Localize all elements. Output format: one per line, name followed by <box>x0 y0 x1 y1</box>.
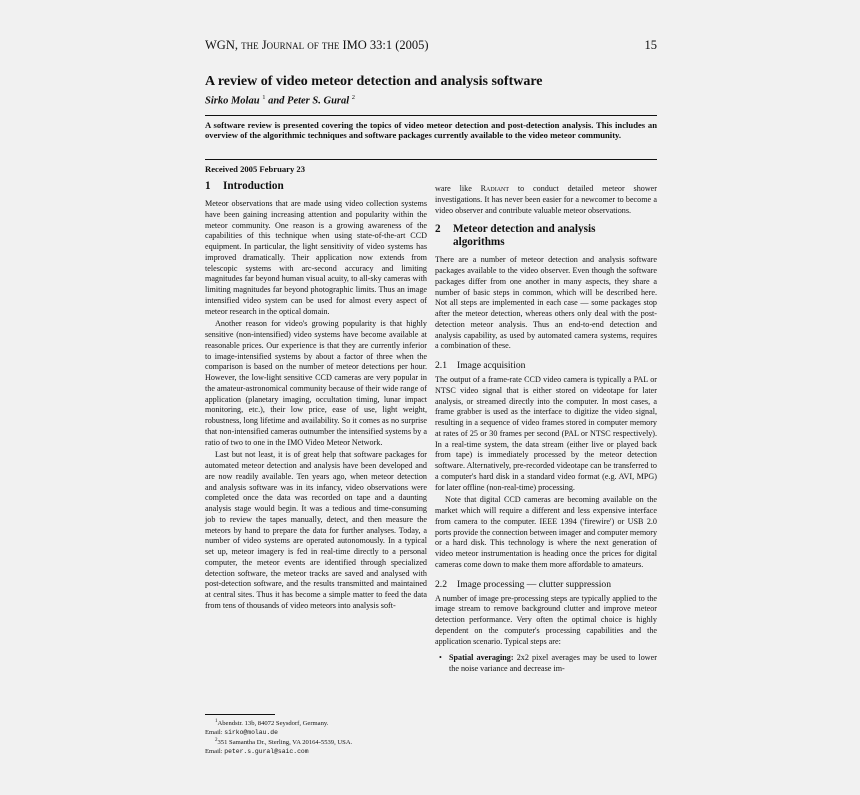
paper-title: A review of video meteor detection and analysis software <box>205 74 543 89</box>
footnotes <box>205 718 427 757</box>
abstract: A software review is presented covering the topics of video meteor detection and post-detection analysis. This includes an overview of the algorithmic techniques and software packages currently available to the video meteor community. <box>205 120 657 141</box>
intro-continuation: ware like Radiant to conduct detailed meteor shower investigations. It has never been easier for a newcomer to become a video observer and contribute valuable meteor observations. <box>435 184 657 215</box>
footnote-2-email: Email: peter.s.gural@saic.com <box>205 748 309 756</box>
running-head <box>205 38 657 53</box>
author-line <box>205 94 657 107</box>
intro-paragraph-2: Another reason for video's growing popularity is that highly sensitive (non-intensified) video systems have become available at reasonable prices. Our experience is that they are currently inferior to image-intensified systems by about a factor of three when the comparison is based on the number of meteor detections per hour. However, the low-light sensitive CCD cameras are very popular in the amateur-astronomical community because of their wide range of application (planetary imaging, occultation timing, lunar impact monitoring, etc.), their low price, ease of use, light weight, robustness, long lifetime and availability. So it comes as no surprise that non-intensified cameras outnumber the intensified systems by a ratio of two to one in the IMO Video Meteor Network. <box>205 319 427 447</box>
bullet-spatial-averaging: • Spatial averaging: 2x2 pixel averages may be used to lower the noise variance and decrease im- <box>439 653 657 673</box>
footnote-mark-2: 2 <box>351 94 356 101</box>
footnote-2: $^2$351 Samantha Dr., Sterling, VA 20164-5539, USA. <box>215 738 353 747</box>
left-column <box>205 180 427 612</box>
journal-citation: WGN, the Journal of the IMO 33:1 (2005) <box>205 38 429 52</box>
section-2-2-paragraph: A number of image pre-processing steps are typically applied to the image stream to remove background clutter and improve meteor detection performance. Very often the optimal choice is highly dependent on the computer's processing capabilities and the application scenario. Typical steps are: <box>435 593 657 646</box>
received-date: Received 2005 February 23 <box>205 164 305 174</box>
section-2-paragraph: There are a number of meteor detection and analysis software packages available to the video observer. Even though the software packages differ from one another in many aspects, they share a number of basic steps in common, which will be described here. Not all steps are implemented in each case — some packages stop after the meteor detection, whereas others only deal with the post-detection meteor analysis. Thus an end-to-end detection and analysis capability, as used by automated camera systems, requires a combination of these. <box>435 255 657 351</box>
section-2-1-paragraph-1: The output of a frame-rate CCD video camera is typically a PAL or NTSC video signal that is either stored on videotape for later analysis, or streamed directly into the computer. In most cases, a frame grabber is used as the interface to digitize the video signal, resulting in a sequence of video frames stored in computer memory at rates of 25 or 30 frames per second (PAL or NTSC respectively). In a real-time system, the data stream (either live or played back from tape) is immediately processed by the meteor detection software. Alternatively, pre-recorded videotape can be transferred to a computer's hard disk in a standard video format (e.g. AVI, MPG) for later offline (non-real-time) processing. <box>435 375 657 492</box>
right-column <box>435 184 657 675</box>
abstract-bottom-rule <box>205 159 657 160</box>
section-1-heading: 1 Introduction <box>205 180 284 192</box>
bullet-marker: • <box>439 653 442 663</box>
footnote-mark-1: 1 <box>262 94 266 101</box>
section-2-2-heading: 2.2 Image processing — clutter suppression <box>435 578 611 590</box>
intro-paragraph-3: Last but not least, it is of great help that software packages for automated meteor detection and analysis have been developed and are now readily available. Ten years ago, when meteor detection and analysis software was in its infancy, video observations were completed once the data was recorded on tape and a daunting analysis stage would begin. It was a tedious and time-consuming job to review the tapes manually, detect, and then measure the meteors by hand to prepare the data for further analyses. Today, a number of video systems are operated autonomously. In a typical set up, meteor imagery is fed in real-time directly to a personal computer, the meteor events are identified through specialized detection software, the meteor tracks are saved and analysed with post-detection software, and the results transmitted and maintained at central sites. Thus it has become a simple matter to feed the data from tens of thousands of video meteors into analysis soft- <box>205 450 427 610</box>
page-number: 15 <box>644 38 657 52</box>
footnote-1-email: Email: sirko@molau.de <box>205 728 278 736</box>
section-2-1-heading: 2.1 Image acquisition <box>435 360 526 371</box>
author-2: and Peter S. Gural <box>268 95 350 107</box>
footnote-1: $^1$Abendstr. 13b, 84072 Seysdorf, Germany. <box>215 719 329 728</box>
section-2-heading: 2 Meteor detection and analysis algorithms <box>435 223 596 249</box>
section-2-1-paragraph-2: Note that digital CCD cameras are becoming available on the market which will require a different and less expensive interface from camera to the computer. IEEE 1394 ('firewire') or USB 2.0 ports provide the connection between imager and computer memory or a hard disk. This technology is where the next generation of video meteor instrumentation is heading once the prices for digital cameras come down to make them more affordable to amateurs. <box>435 495 658 569</box>
intro-paragraph-1: Meteor observations that are made using video collection systems have been gaining increasing attention and popularity within the meteor community. One reason is a growing awareness of the capabilities of this technique when using state-of-the-art CCD equipment. In particular, the light sensitivity of video systems has improved dramatically. Their application now extends from telescopic systems with arc-second accuracy and limiting magnitudes far beyond human visual acuity, to all-sky cameras with limiting magnitudes far beyond photographic limits. Thus an image intensified video system can be used for almost every aspect of meteor research in the optical domain. <box>205 199 427 316</box>
footnote-rule <box>205 714 275 715</box>
abstract-top-rule <box>205 115 657 116</box>
author-1: Sirko Molau <box>205 95 260 107</box>
